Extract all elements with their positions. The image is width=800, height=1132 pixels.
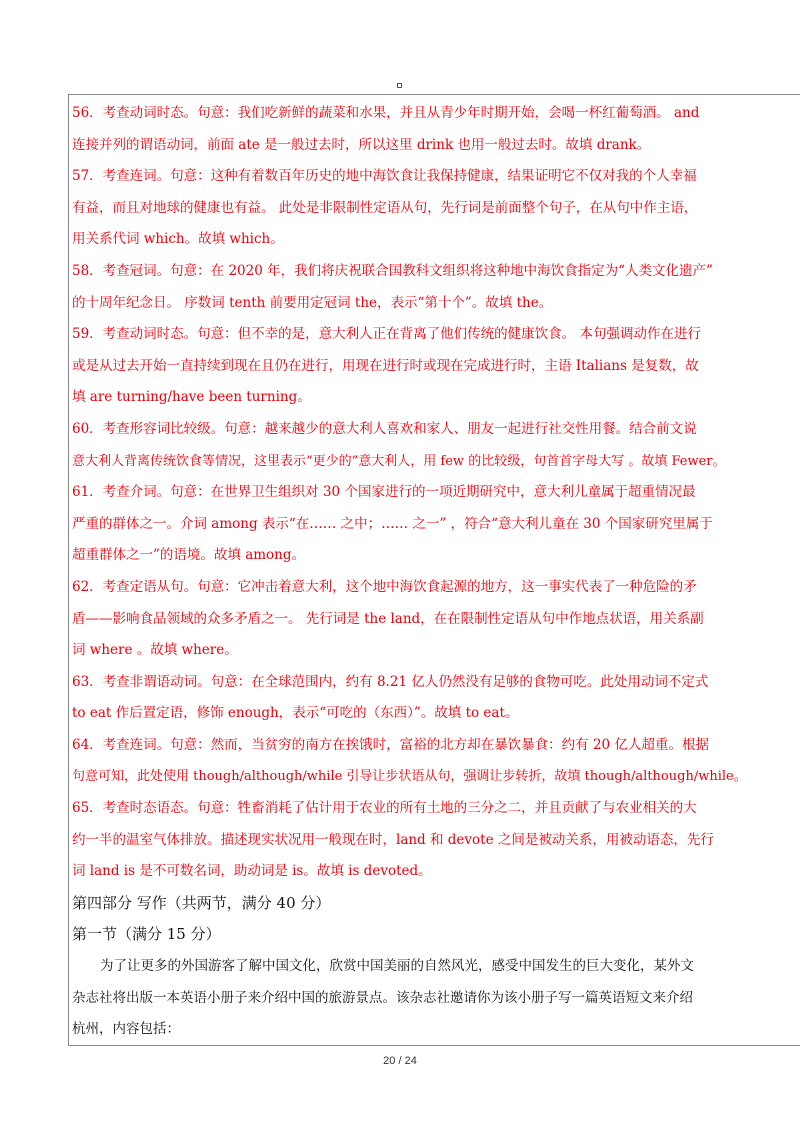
part4-heading: 第四部分 写作（共两节，满分 40 分） [72,893,331,912]
answer-line: to eat 作后置定语，修饰 enough，表示“可吃的（东西）”。故填 to eat。 [72,705,519,722]
answer-line: 或是从过去开始一直持续到现在且仍在进行，用现在进行时或现在完成进行时，主语 Italians 是复数，故 [72,357,699,374]
answer-line: 词 where 。故填 where。 [72,642,238,659]
prompt-line: 杭州，内容包括： [72,1021,180,1038]
page-number: 20 / 24 [383,1055,417,1067]
answer-line: 用关系代词 which。故填 which。 [72,231,284,248]
answer-line: 59．考查动词时态。句意：但不幸的是，意大利人正在背离了他们传统的健康饮食。 本句强调动作在进行 [72,326,701,343]
answer-line: 盾——影响食品领域的众多矛盾之一。 先行词是 the land，在在限制性定语从句中作地点状语，用关系副 [72,610,704,627]
answer-line: 意大利人背离传统饮食等情况，这里表示“更少的”意大利人，用 few 的比较级，句首首字母大写 。故填 Fewer。 [72,453,726,469]
answer-line: 句意可知，此处使用 though/although/while 引导让步状语从句，强调让步转折，故填 though/although/while。 [72,769,747,785]
answer-line: 超重群体之一”的语境。故填 among。 [72,547,306,564]
answer-line: 58．考查冠词。句意：在 2020 年，我们将庆祝联合国教科文组织将这种地中海饮食指定为“人类文化遗产” [72,262,713,279]
answer-line: 连接并列的谓语动词，前面 ate 是一般过去时，所以这里 drink 也用一般过去时。故填 drank。 [72,136,651,153]
answer-line: 有益，而且对地球的健康也有益。 此处是非限制性定语从句，先行词是前面整个句子，在从句中作主语， [72,199,698,216]
section1-heading: 第一节（满分 15 分） [72,925,221,944]
answer-line: 的十周年纪念日。 序数词 tenth 前要用定冠词 the，表示“第十个”。故填 the。 [72,294,553,311]
answer-line: 65．考查时态语态。句意：牲畜消耗了估计用于农业的所有土地的三分之二，并且贡献了与农业相关的大 [72,800,697,817]
page-content [72,98,772,1046]
answer-line: 填 are turning/have been turning。 [72,389,311,406]
prompt-line: 为了让更多的外国游客了解中国文化，欣赏中国美丽的自然风光，感受中国发生的巨大变化，某外文 [100,958,694,975]
answer-line: 57．考查连词。句意：这种有着数百年历史的地中海饮食让我保持健康，结果证明它不仅对我的个人幸福 [72,168,697,185]
answer-line: 56．考查动词时态。句意：我们吃新鲜的蔬菜和水果，并且从青少年时期开始，会喝一杯红葡萄酒。 and [72,105,700,121]
answer-line: 严重的群体之一。介词 among 表示“在…… 之中；…… 之一” ，符合“意大利儿童在 30 个国家研究里属于 [72,515,713,532]
answer-line: 61．考查介词。句意：在世界卫生组织对 30 个国家进行的一项近期研究中，意大利儿童属于超重情况最 [72,484,696,501]
answer-line: 约一半的温室气体排放。描述现实状况用一般现在时，land 和 devote 之间是被动关系，用被动语态，先行 [72,831,714,848]
answer-line: 64．考查连词。句意：然而，当贫穷的南方在挨饿时，富裕的北方却在暴饮暴食：约有 20 亿人超重。根据 [72,736,709,753]
answer-line: 63．考查非谓语动词。句意：在全球范围内，约有 8.21 亿人仍然没有足够的食物可吃。此处用动词不定式 [72,673,709,690]
answer-line: 62．考查定语从句。句意：它冲击着意大利，这个地中海饮食起源的地方，这一事实代表了一种危险的矛 [72,578,697,595]
header-marker [397,83,402,88]
answer-line: 60．考查形容词比较级。句意：越来越少的意大利人喜欢和家人、朋友一起进行社交性用餐。结合前文说 [72,420,697,437]
answer-line: 词 land is 是不可数名词，助动词是 is。故填 is devoted。 [72,863,432,880]
prompt-line: 杂志社将出版一本英语小册子来介绍中国的旅游景点。该杂志社邀请你为该小册子写一篇英语短文来介绍 [72,989,693,1006]
